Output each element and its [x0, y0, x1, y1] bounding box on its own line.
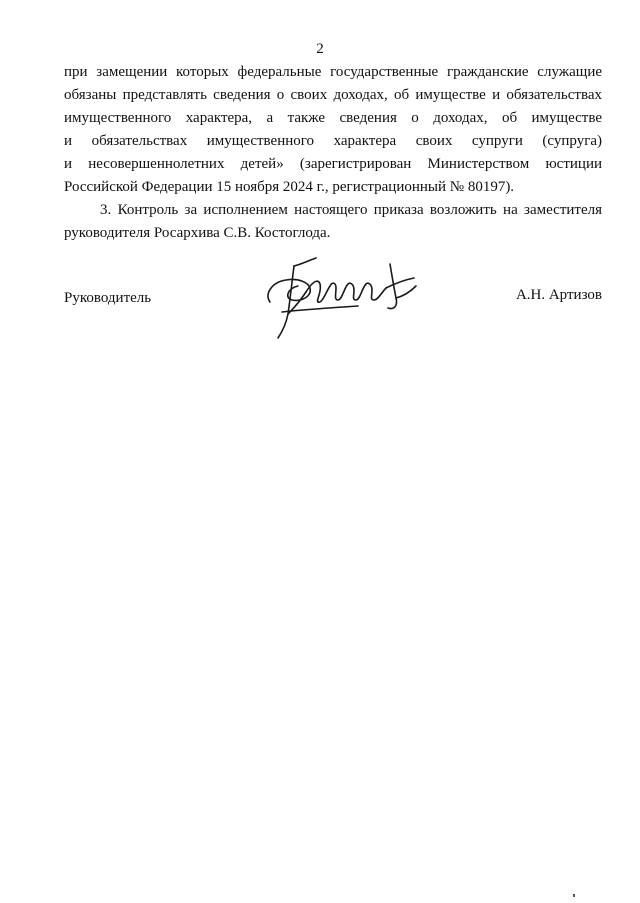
- paragraph-2-line-1: 3. Контроль за исполнением настоящего приказа возложить на заместителя: [100, 202, 602, 218]
- paragraph-1-line-5: и несовершеннолетних детей» (зарегистрирован Министерством юстиции: [64, 156, 602, 172]
- paragraph-1-line-1: при замещении которых федеральные государственные гражданские служащие: [64, 64, 602, 80]
- paragraph-1-line-2: обязаны представлять сведения о своих доходах, об имуществе и обязательствах: [64, 87, 602, 103]
- paragraph-1-line-6: Российской Федерации 15 ноября 2024 г., регистрационный № 80197).: [64, 179, 515, 195]
- paragraph-1-line-3: имущественного характера, а также сведения о доходах, об имуществе: [64, 110, 602, 126]
- paragraph-2-line-2: руководителя Росархива С.В. Костоглода.: [64, 225, 331, 241]
- paragraph-1-line-4: и обязательствах имущественного характера своих супруги (супруга): [64, 133, 602, 149]
- signer-name: А.Н. Артизов: [515, 287, 602, 303]
- handwritten-signature: [258, 252, 426, 344]
- page-number: 2: [316, 41, 324, 57]
- signer-title: Руководитель: [64, 290, 152, 306]
- scan-artifact: [573, 894, 575, 897]
